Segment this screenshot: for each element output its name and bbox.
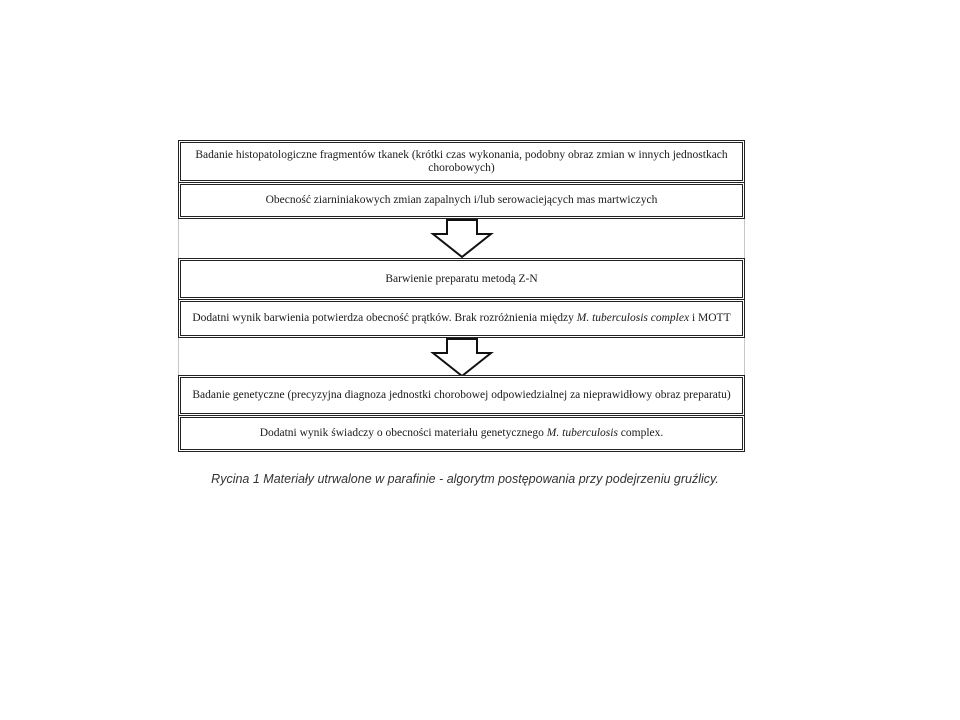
step2-result	[192, 312, 730, 325]
step3-genetic-test-box	[178, 375, 745, 416]
step1-result-box	[178, 182, 745, 219]
step1-histopathology-box	[178, 140, 745, 183]
step2-title: Barwienie preparatu metodą Z-N	[385, 272, 538, 285]
step2-zn-staining-box	[178, 258, 745, 300]
step3-title: Badanie genetyczne (precyzyjna diagnoza jednostki chorobowej odpowiedzialnej za nieprawidłowy obraz preparatu)	[192, 389, 731, 401]
down-arrow-icon	[430, 338, 494, 378]
step1-title: Badanie histopatologiczne fragmentów tkanek (krótki czas wykonania, podobny obraz zmian w innych jednostkach chorobowych)	[195, 148, 728, 174]
down-arrow-icon	[430, 219, 494, 259]
step3-result	[260, 427, 664, 440]
step2-result-text: Dodatni wynik barwienia potwierdza obecność prątków. Brak rozróżnienia między	[192, 312, 577, 324]
step1-result: Obecność ziarniniakowych zmian zapalnych i/lub serowaciejących mas martwiczych	[265, 194, 658, 206]
step3-result-species: M. tuberculosis	[546, 427, 618, 439]
step2-result-species: M. tuberculosis	[576, 312, 648, 324]
step3-result-box	[178, 415, 745, 452]
step3-result-tail: complex.	[617, 427, 664, 439]
step2-result-tail: i MOTT	[689, 312, 731, 324]
figure-caption: Rycina 1 Materiały utrwalone w parafinie - algorytm postępowania przy podejrzeniu gruźlicy.	[211, 472, 719, 486]
step3-result-text: Dodatni wynik świadczy o obecności materiału genetycznego	[259, 427, 547, 439]
step2-result-box	[178, 299, 745, 338]
step2-result-complex: complex	[650, 312, 690, 324]
